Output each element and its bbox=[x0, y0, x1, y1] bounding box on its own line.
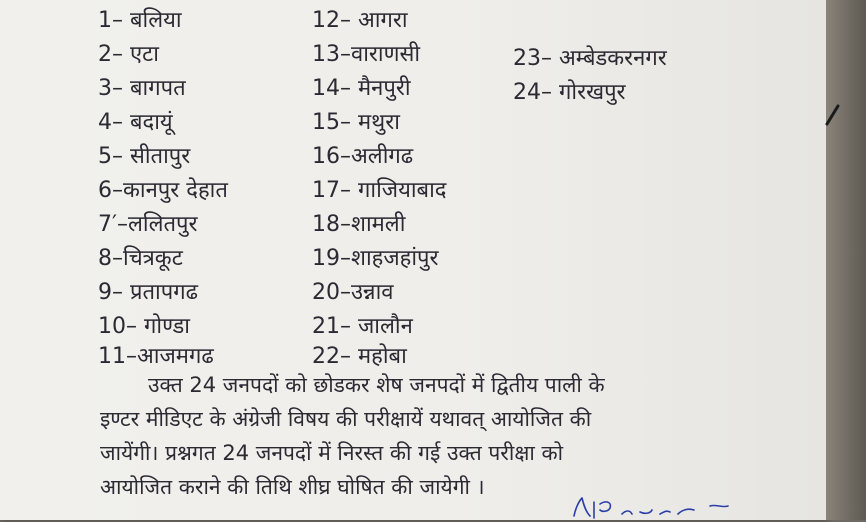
district-item: 24– गोरखपुर bbox=[513, 80, 626, 105]
district-item: 22– महोबा bbox=[312, 344, 407, 369]
pen-mark bbox=[824, 100, 844, 130]
district-item: 13–वाराणसी bbox=[312, 42, 421, 67]
paragraph-line: उक्त 24 जनपदों को छोडकर शेष जनपदों में द्वितीय पाली के bbox=[148, 373, 605, 397]
handwritten-signature bbox=[560, 492, 740, 522]
district-item: 2– एटा bbox=[98, 42, 159, 67]
district-item: 9– प्रतापगढ bbox=[98, 280, 199, 305]
background-surface bbox=[826, 0, 866, 520]
district-item: 7′–ललितपुर bbox=[98, 212, 198, 237]
district-item: 14– मैनपुरी bbox=[312, 76, 411, 101]
notice-paragraph bbox=[100, 368, 790, 504]
district-item: 16–अलीगढ bbox=[312, 144, 414, 169]
district-item: 20–उन्नाव bbox=[312, 280, 394, 305]
paragraph-line: इण्टर मीडिएट के अंग्रेजी विषय की परीक्षायें यथावत् आयोजित की bbox=[100, 407, 592, 431]
district-item: 19–शाहजहांपुर bbox=[312, 246, 439, 271]
district-item: 8–चित्रकूट bbox=[98, 246, 183, 271]
district-item: 12– आगरा bbox=[312, 8, 408, 33]
district-item: 5– सीतापुर bbox=[98, 144, 191, 169]
district-item: 11–आजमगढ bbox=[98, 344, 214, 369]
district-item: 10– गोण्डा bbox=[98, 314, 190, 339]
district-item: 21– जालौन bbox=[312, 314, 413, 339]
district-item: 3– बागपत bbox=[98, 76, 186, 101]
district-item: 18–शामली bbox=[312, 212, 406, 237]
district-item: 4– बदायूं bbox=[98, 110, 173, 135]
district-item: 23– अम्बेडकरनगर bbox=[513, 46, 667, 71]
district-item: 6–कानपुर देहात bbox=[98, 178, 228, 203]
paragraph-line: जायेंगी। प्रश्नगत 24 जनपदों में निरस्त की गई उक्त परीक्षा को bbox=[100, 441, 564, 465]
district-item: 17– गाजियाबाद bbox=[312, 178, 447, 203]
paragraph-line: आयोजित कराने की तिथि शीघ्र घोषित की जायेगी । bbox=[100, 475, 485, 499]
district-item: 1– बलिया bbox=[98, 8, 182, 33]
district-item: 15– मथुरा bbox=[312, 110, 400, 135]
